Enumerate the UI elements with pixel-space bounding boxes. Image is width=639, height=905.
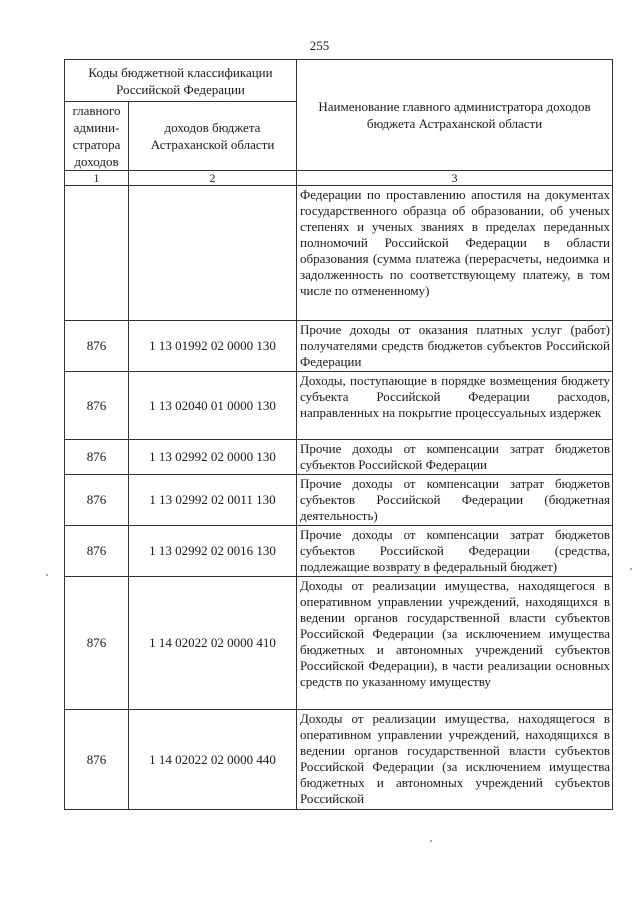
income-name-cell: [297, 577, 613, 710]
table-row: [65, 321, 613, 372]
income-name-cell: [297, 321, 613, 372]
income-code-cell: 1 14 02022 02 0000 410: [129, 577, 297, 710]
scan-speck: [630, 568, 632, 570]
income-name-cell: [297, 710, 613, 810]
income-code-cell: 1 13 02992 02 0011 130: [129, 475, 297, 526]
income-name-text: Прочие доходы от компенсации затрат бюджетов субъектов Российской Федерации (бюджетная деятельность): [300, 476, 611, 523]
page-number: 255: [309, 38, 330, 53]
income-name-text: Прочие доходы от оказания платных услуг (работ) получателями средств бюджетов субъектов Российской Федерации: [300, 322, 611, 369]
admin-code-cell: 876: [65, 526, 129, 577]
admin-code-cell: 876: [65, 321, 129, 372]
header-name-column: Наименование главного администратора доходов бюджета Астраханской области: [297, 60, 613, 171]
income-name-text: Прочие доходы от компенсации затрат бюджетов субъектов Российской Федерации: [300, 441, 611, 472]
column-number-3: 3: [297, 171, 613, 186]
income-name-text: Доходы, поступающие в порядке возмещения бюджету субъекта Российской Федерации расходов, направленных на покрытие процессуальных издержек: [300, 373, 611, 420]
income-name-cell: [297, 186, 613, 321]
admin-code-cell: 876: [65, 475, 129, 526]
admin-code-cell: 876: [65, 440, 129, 475]
income-code-cell: [129, 186, 297, 321]
income-name-cell: [297, 440, 613, 475]
column-numbers-row: [65, 171, 613, 186]
admin-code-cell: 876: [65, 372, 129, 440]
table-row: [65, 440, 613, 475]
admin-code-cell: [65, 186, 129, 321]
table-row: [65, 710, 613, 810]
table-row: [65, 372, 613, 440]
table-row: [65, 577, 613, 710]
table-row: [65, 186, 613, 321]
income-name-text: Доходы от реализации имущества, находящегося в оперативном управлении учреждений, находящихся в ведении органов государственной власти субъектов Российской Федерации (за исключением имущества бюджетных и автономных учреждений субъектов Российской: [300, 711, 611, 806]
income-name-cell: [297, 526, 613, 577]
income-name-text: Федерации по проставлению апостиля на документах государственного образца об образовании, об ученых степенях и ученых званиях в пределах переданных полномочий Российской Федерации в области образования (сумма платежа (перерасчеты, недоимка и задолженность по соответствующему платежу, в том числе по отмененному): [300, 187, 611, 298]
income-name-text: Доходы от реализации имущества, находящегося в оперативном управлении учреждений, находящихся в ведении органов государственной власти субъектов Российской Федерации (за исключением имущества бюджетных и автономных учреждений субъектов Российской Федерации), в части реализации основных средств по указанному имуществу: [300, 578, 611, 689]
admin-code-cell: 876: [65, 710, 129, 810]
income-name-cell: [297, 475, 613, 526]
scan-speck: [430, 840, 432, 842]
budget-classification-table: [64, 59, 613, 810]
header-codes-group: Коды бюджетной классификации Российской Федерации: [65, 60, 297, 102]
admin-code-cell: 876: [65, 577, 129, 710]
income-code-cell: 1 13 02040 01 0000 130: [129, 372, 297, 440]
scan-speck: [46, 574, 48, 576]
header-admin-column: главного админи-стратора доходов: [65, 102, 129, 171]
table-row: [65, 526, 613, 577]
income-code-cell: 1 14 02022 02 0000 440: [129, 710, 297, 810]
income-name-text: Прочие доходы от компенсации затрат бюджетов субъектов Российской Федерации (средства, подлежащие возврату в федеральный бюджет): [300, 527, 611, 574]
column-number-2: 2: [129, 171, 297, 186]
income-code-cell: 1 13 02992 02 0000 130: [129, 440, 297, 475]
column-number-1: 1: [65, 171, 129, 186]
table-row: [65, 475, 613, 526]
income-code-cell: 1 13 01992 02 0000 130: [129, 321, 297, 372]
header-row-group: [65, 60, 613, 102]
income-name-cell: [297, 372, 613, 440]
income-code-cell: 1 13 02992 02 0016 130: [129, 526, 297, 577]
header-income-column: доходов бюджета Астраханской области: [129, 102, 297, 171]
